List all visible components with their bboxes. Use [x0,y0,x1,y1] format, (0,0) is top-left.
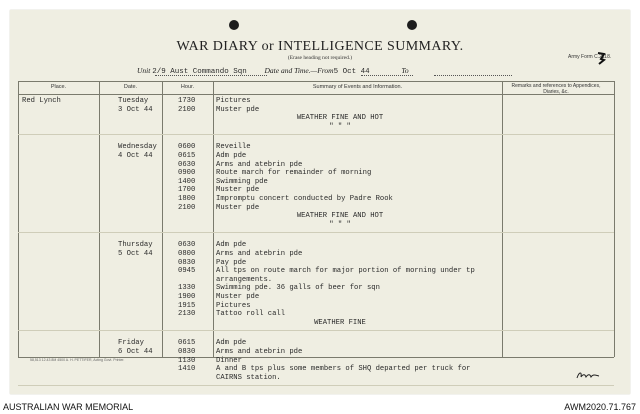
unit-underline [155,75,267,76]
column-header-place: Place. [50,84,67,90]
entry-hour: 1900 [178,293,196,301]
entry-date: 6 Oct 44 [118,348,153,356]
entry-hour: 2100 [178,203,196,212]
entry-hour: 1800 [178,195,196,203]
entry-summary: A and B tps plus some members of SHQ departed per truck for [216,365,471,374]
entry-summary: arrangements. [216,275,273,284]
entry-date: 4 Oct 44 [118,152,153,160]
entry-hour: 0630 [178,241,196,250]
entry-hour: 1915 [178,301,196,310]
column-header-summary: Summary of Events and Information. [312,84,403,90]
day-separator-rule [18,232,614,233]
entry-date: 3 Oct 44 [118,105,153,114]
entry-summary: Impromptu concert conducted by Padre Rook [216,195,393,203]
archive-caption-right: AWM2020.71.767 [564,402,636,412]
column-header-remarks: Remarks and references to Appendices, Diaries, &c. [511,83,601,95]
punch-hole [229,20,239,30]
entry-summary-centered: WEATHER FINE AND HOT [296,212,384,221]
entry-hour: 0830 [178,258,196,267]
entry-summary: Pictures [216,301,251,310]
date-label: Date and Time.—From [264,66,334,75]
entry-hour: 1330 [178,284,196,293]
entry-date: Thursday [118,241,153,250]
column-header-date: Date. [123,84,138,90]
entry-summary-centered: " " " [329,220,351,229]
column-rule [614,81,615,357]
signature-mark [575,368,601,382]
entry-hour: 0600 [178,143,196,152]
entry-summary: Dinner [216,356,242,365]
entry-date: Wednesday [118,143,157,152]
entry-summary: Muster pde [216,105,260,114]
entry-hour: 0830 [178,348,196,356]
entry-summary: Pictures [216,97,251,105]
form-subtitle: (Erase heading not required.) [287,55,353,61]
entry-hour: 2100 [178,105,196,114]
entry-hour: 0800 [178,250,196,258]
entry-hour: 1130 [178,356,196,365]
entry-hour: 1730 [178,97,196,105]
army-form-number: Army Form C.2118. [568,54,612,60]
entry-summary-centered: " " " [329,122,351,131]
entry-hour: 1400 [178,177,196,186]
to-underline [434,75,512,76]
column-header-hour: Hour. [180,84,195,90]
entry-hour: 1410 [178,365,196,374]
entry-summary: Tattoo roll call [216,310,286,319]
to-label: To [401,66,409,75]
entry-date: 5 Oct 44 [118,250,153,258]
entry-summary: Adm pde [216,152,247,160]
entry-summary: Adm pde [216,339,247,348]
column-rule [162,81,163,357]
entry-hour: 1700 [178,186,196,195]
entry-summary: CAIRNS station. [216,373,281,382]
unit-label: Unit [137,66,151,75]
day-separator-rule [18,385,614,386]
entry-date: Tuesday [118,97,149,105]
entry-summary: Muster pde [216,203,260,212]
entry-hour: 2130 [178,310,196,319]
date-from-value: 5 Oct 44 [333,68,370,76]
ink-scribble-mark [596,51,606,66]
entry-summary: Muster pde [216,186,260,195]
entry-summary: Arms and atebrin pde [216,160,303,169]
entry-summary: Arms and atebrin pde [216,348,303,356]
entry-hour: 0615 [178,152,196,160]
entry-hour: 0615 [178,339,196,348]
entry-hour: 0945 [178,267,196,276]
entry-summary: Arms and atebrin pde [216,250,303,258]
day-separator-rule [18,330,614,331]
table-top-rule [18,81,614,82]
entry-hour: 0630 [178,160,196,169]
entry-summary: Swimming pde [216,177,268,186]
entry-summary-centered: WEATHER FINE AND HOT [296,114,384,123]
day-separator-rule [18,134,614,135]
column-rule [99,81,100,357]
column-rule [18,81,19,357]
entry-summary: Adm pde [216,241,247,250]
punch-hole [407,20,417,30]
entry-summary: Swimming pde. 36 galls of beer for sqn [216,284,380,293]
entry-place: Red Lynch [22,97,61,105]
entry-summary: Reveille [216,143,251,152]
column-rule [502,81,503,357]
date-underline [361,75,413,76]
entry-date: Friday [118,339,144,348]
archive-caption-left: AUSTRALIAN WAR MEMORIAL [3,402,134,412]
entry-summary: Muster pde [216,293,260,301]
printer-imprint: 58,513 12.43 8M 4500 A. H. PETTIFER, Acting Govt. Printer. [30,358,125,362]
column-rule [213,81,214,357]
entry-summary: Pay pde [216,258,247,267]
entry-hour: 0900 [178,169,196,178]
entry-summary-centered: WEATHER FINE [314,318,366,327]
form-title: WAR DIARY or INTELLIGENCE SUMMARY. [176,39,464,54]
entry-summary: Route march for remainder of morning [216,169,372,178]
unit-value: 2/9 Aust Commando Sqn [152,68,247,76]
entry-summary: All tps on route march for major portion of morning under tp [216,267,475,276]
